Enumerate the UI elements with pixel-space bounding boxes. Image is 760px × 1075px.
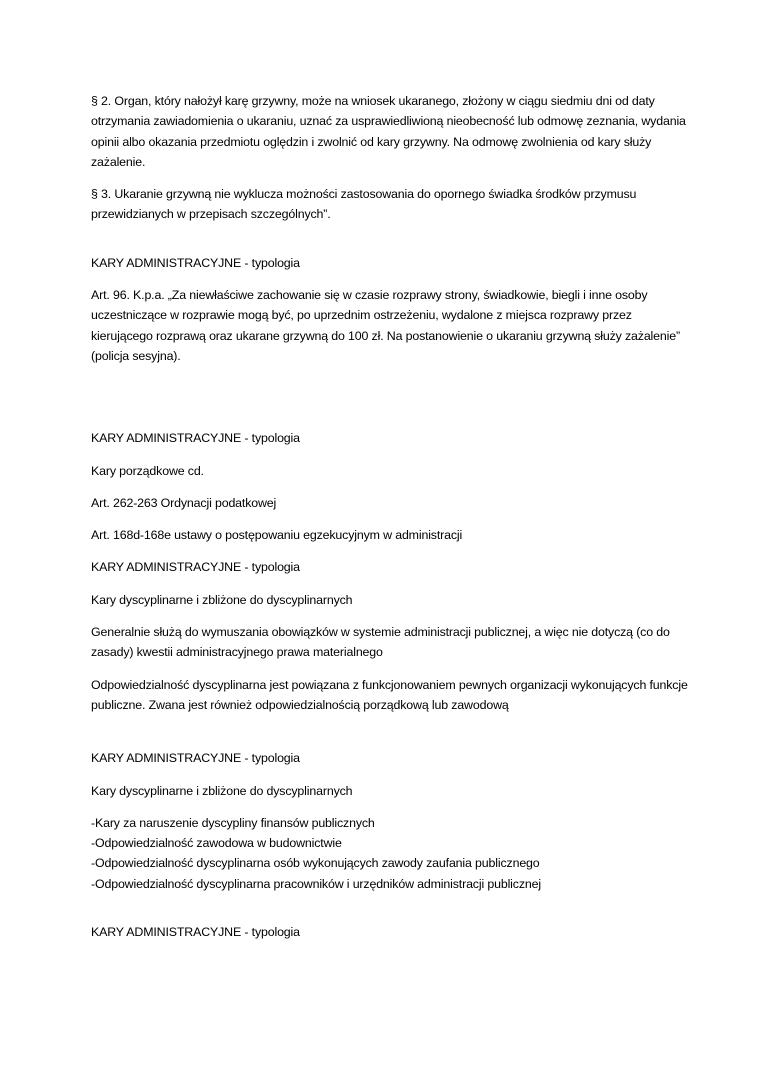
paragraph-section-3: § 3. Ukaranie grzywną nie wyklucza możności zastosowania do opornego świadka środków przymusu przewidzianych w przepisach szczególnych”. (91, 187, 637, 222)
document-page (91, 91, 691, 954)
heading-typologia-3: KARY ADMINISTRACYJNE - typologia (91, 560, 300, 575)
bullet-list (91, 813, 691, 894)
list-item: -Odpowiedzialność dyscyplinarna osób wykonujących zawody zaufania publicznego (91, 856, 540, 871)
paragraph-kary-dyscyplinarne-2: Kary dyscyplinarne i zbliżone do dyscyplinarnych (91, 783, 353, 798)
paragraph-generalnie: Generalnie służą do wymuszania obowiązków w systemie administracji publicznej, a więc nie dotyczą (co do zasady) kwestii administracyjnego prawa materialnego (91, 625, 670, 660)
paragraph-odpowiedzialnosc: Odpowiedzialność dyscyplinarna jest powiązana z funkcjonowaniem pewnych organizacji wykonujących funkcje publiczne. Zwana jest również odpowiedzialnością porządkową lub zawodową (91, 677, 688, 712)
list-item: -Kary za naruszenie dyscypliny finansów publicznych (91, 815, 375, 830)
paragraph-art-96: Art. 96. K.p.a. „Za niewłaściwe zachowanie się w czasie rozprawy strony, świadkowie, biegli i inne osoby uczestniczące w rozprawie mogą być, po uprzednim ostrzeżeniu, wydalone z miejsca rozprawy przez kierującego rozprawą oraz ukarane grzywną do 100 zł. Na postanowienie o ukaraniu grzywną służy zażalenie” (policja sesyjna). (91, 288, 680, 363)
paragraph-section-2: § 2. Organ, który nałożył karę grzywny, może na wniosek ukaranego, złożony w ciągu siedmiu dni od daty otrzymania zawiadomienia o ukaraniu, uznać za usprawiedliwioną nieobecność lub odmowę zeznania, wydania opinii albo okazania przedmiotu oględzin i zwolnić od kary grzywny. Na odmowę zwolnienia od kary służy zażalenie. (91, 94, 686, 169)
paragraph-egzekucja: Art. 168d-168e ustawy o postępowaniu egzekucyjnym w administracji (91, 528, 463, 543)
paragraph-kary-dyscyplinarne-1: Kary dyscyplinarne i zbliżone do dyscyplinarnych (91, 592, 353, 607)
list-item: -Odpowiedzialność zawodowa w budownictwie (91, 836, 342, 851)
paragraph-ordynacja: Art. 262-263 Ordynacji podatkowej (91, 495, 277, 510)
heading-typologia-2: KARY ADMINISTRACYJNE - typologia (91, 431, 300, 446)
paragraph-kary-porzadkowe: Kary porządkowe cd. (91, 463, 204, 478)
list-item: -Odpowiedzialność dyscyplinarna pracowników i urzędników administracji publicznej (91, 876, 541, 891)
heading-typologia-4: KARY ADMINISTRACYJNE - typologia (91, 751, 300, 766)
heading-typologia-5: KARY ADMINISTRACYJNE - typologia (91, 925, 300, 940)
heading-typologia-1: KARY ADMINISTRACYJNE - typologia (91, 255, 300, 270)
